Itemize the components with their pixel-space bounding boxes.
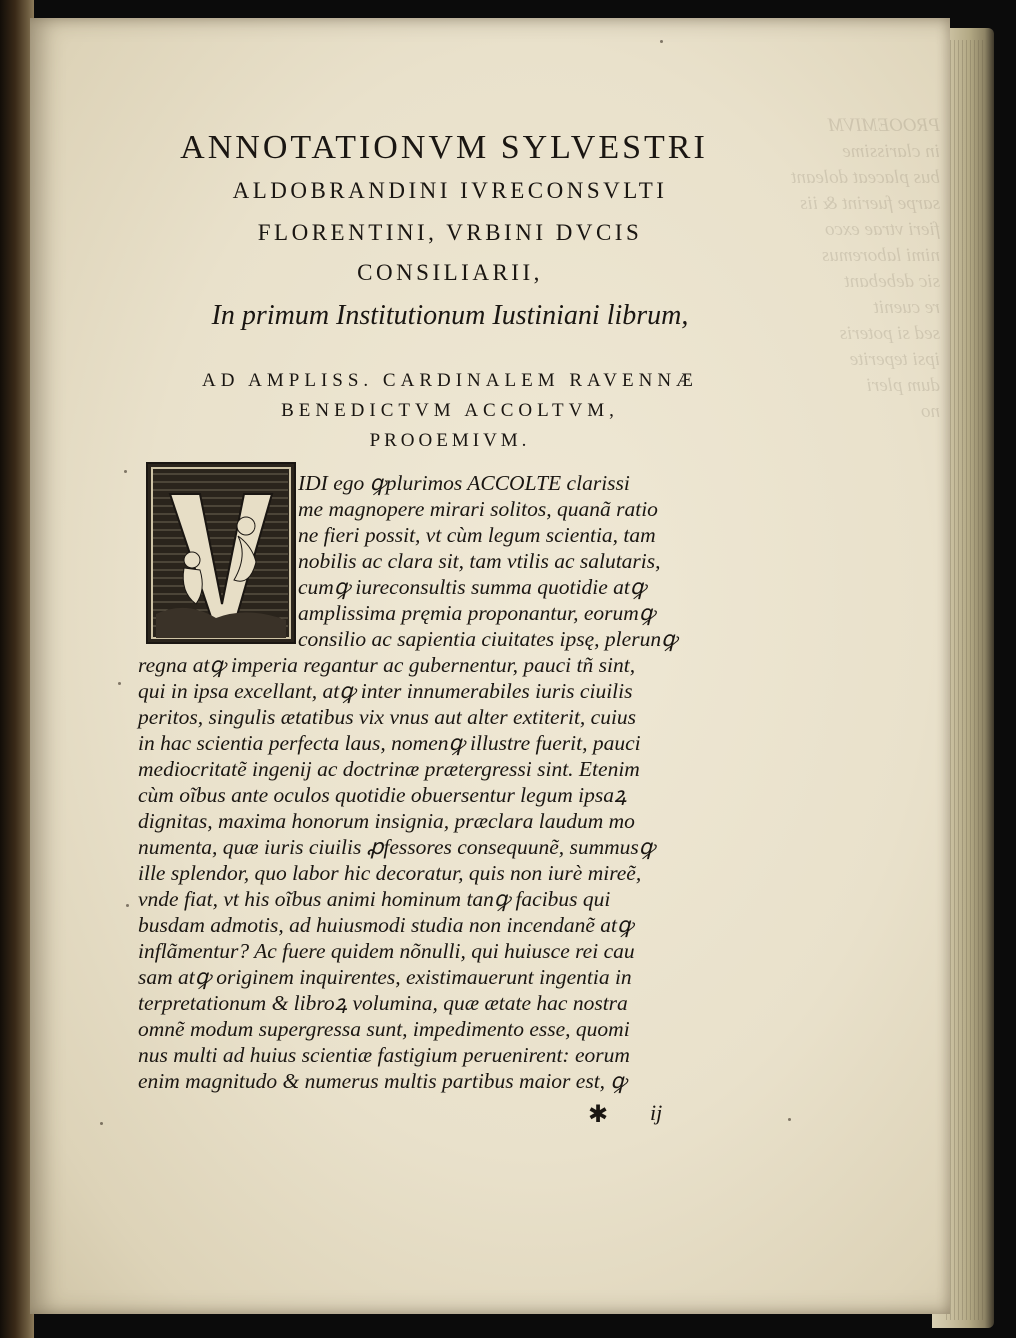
body-line: numenta, quæ iuris ciuilis ꝓfessores consequunẽ, summusꝙ bbox=[138, 835, 655, 859]
heading-line-4: CONSILIARII, bbox=[357, 260, 543, 285]
body-line: dignitas, maxima honorum insignia, præclara laudum mo bbox=[138, 809, 635, 833]
ink-speck bbox=[660, 40, 663, 43]
body-line: amplissima pręmia proponantur, eorumꝙ bbox=[298, 601, 655, 625]
show-through-text: PROOEMIVM in clarissime bus placeat doleant sarpe fuerint & iis fieri vtrae exco nimi laboremus sic debebant re cuenit sed si poteris ipsi teperite dum pleri no bbox=[791, 115, 940, 422]
body-line: ne fieri possit, vt cùm legum scientia, tam bbox=[298, 523, 656, 547]
body-line: me magnopere mirari solitos, quanã ratio bbox=[298, 497, 658, 521]
body-line: omnẽ modum supergressa sunt, impedimento esse, quomi bbox=[138, 1017, 630, 1041]
asterisk-ornament-icon: ✱ bbox=[588, 1102, 609, 1128]
book-page bbox=[30, 18, 950, 1314]
body-line: cumꝙ iureconsultis summa quotidie atꝙ bbox=[298, 575, 647, 599]
ink-speck bbox=[788, 1118, 791, 1121]
body-line: regna atꝙ imperia regantur ac gubernentur, pauci tñ sint, bbox=[138, 653, 636, 677]
body-line: nus multi ad huius scientiæ fastigium peruenirent: eorum bbox=[138, 1043, 630, 1067]
body-line: vnde fiat, vt his oĩbus animi hominum tanꝙ facibus qui bbox=[138, 887, 611, 911]
body-line: ille splendor, quo labor hic decoratur, quis non iurè mireẽ, bbox=[138, 861, 642, 885]
body-line: in hac scientia perfecta laus, nomenꝙ illustre fuerit, pauci bbox=[138, 731, 641, 755]
body-line: qui in ipsa excellant, atꝙ inter innumerabiles iuris ciuilis bbox=[138, 679, 633, 703]
body-line: sam atꝙ originem inquirentes, existimauerunt ingentia in bbox=[138, 965, 632, 989]
body-line: busdam admotis, ad huiusmodi studia non incendanẽ atꝙ bbox=[138, 913, 634, 937]
body-line: mediocritatẽ ingenij ac doctrinæ prætergressi sint. Etenim bbox=[138, 757, 640, 781]
ink-speck bbox=[126, 904, 129, 907]
woodcut-initial-v-image bbox=[146, 462, 296, 644]
body-line: consilio ac sapientia ciuitates ipsę, plerunꝙ bbox=[298, 627, 678, 651]
ink-speck bbox=[100, 1122, 103, 1125]
body-line: IDI ego ꝙplurimos ACCOLTE clarissi bbox=[298, 471, 630, 495]
dedication-line-3: PROOEMIVM. bbox=[369, 430, 531, 451]
ink-speck bbox=[118, 682, 121, 685]
body-line: peritos, singulis ætatibus vix vnus aut alter extiterit, cuius bbox=[138, 705, 637, 729]
heading-line-3: FLORENTINI, VRBINI DVCIS bbox=[257, 220, 643, 245]
page-stack-lines bbox=[946, 40, 986, 1320]
body-line: enim magnitudo & numerus multis partibus maior est, ꝙ bbox=[138, 1069, 627, 1093]
body-line: terpretationum & libroꝝ volumina, quæ ætate hac nostra bbox=[138, 991, 628, 1015]
heading-line-2: ALDOBRANDINI IVRECONSVLTI bbox=[232, 178, 668, 203]
book-spine-edge bbox=[0, 0, 34, 1338]
body-line: cùm oĩbus ante oculos quotidie obuersentur legum ipsaꝝ bbox=[138, 783, 627, 807]
body-line: nobilis ac clara sit, tam vtilis ac salutaris, bbox=[298, 549, 661, 573]
heading-title: ANNOTATIONVM SYLVESTRI bbox=[180, 129, 708, 166]
signature-mark: ij bbox=[650, 1100, 663, 1125]
heading-subtitle: In primum Institutionum Iustiniani librum, bbox=[211, 300, 689, 331]
dedication-line-2: BENEDICTVM ACCOLTVM, bbox=[281, 400, 619, 421]
ink-speck bbox=[124, 470, 127, 473]
body-line: inflãmentur? Ac fuere quidem nõnulli, qui huiusce rei cau bbox=[138, 939, 635, 963]
dedication-line-1: AD AMPLISS. CARDINALEM RAVENNÆ bbox=[202, 370, 698, 391]
